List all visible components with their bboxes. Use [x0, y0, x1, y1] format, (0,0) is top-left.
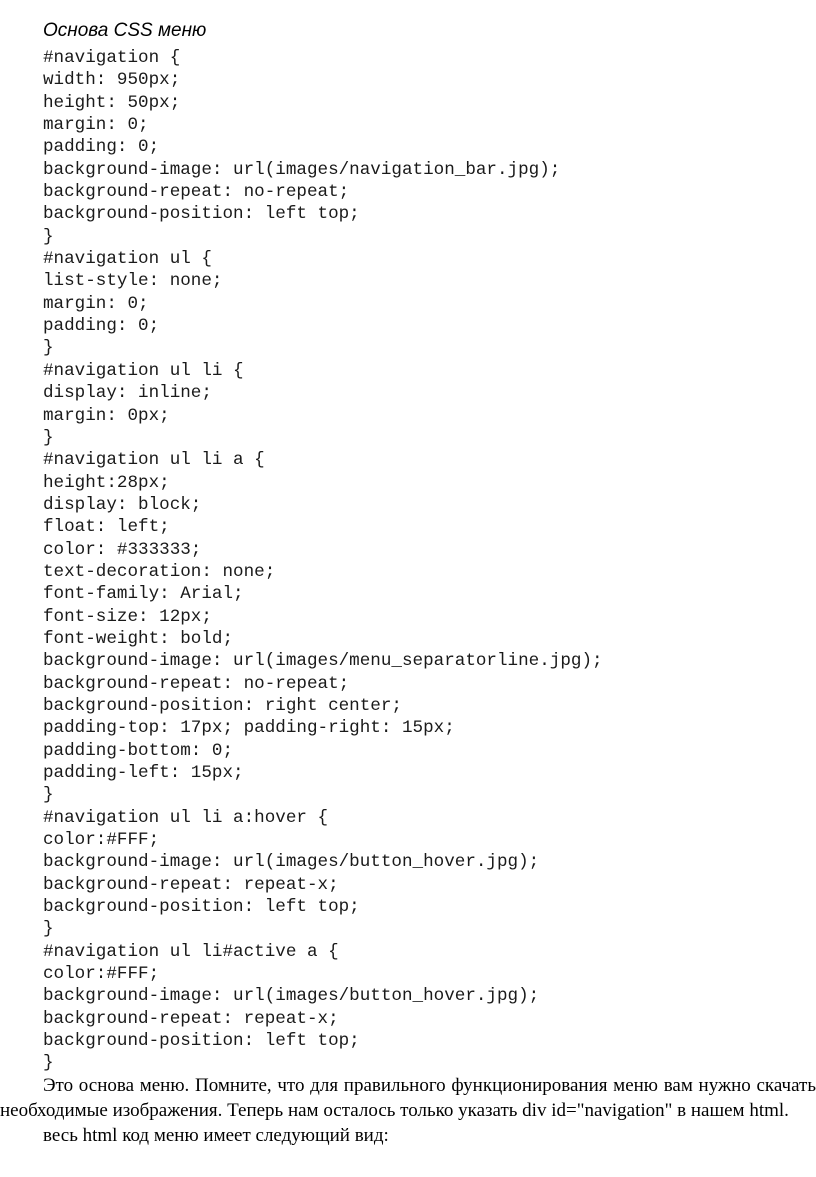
code-line: float: left;: [43, 517, 170, 538]
code-line: background-repeat: repeat-x;: [43, 874, 339, 895]
code-line: #navigation {: [43, 48, 181, 68]
code-line: #navigation ul li#active a {: [43, 941, 339, 962]
code-line: #navigation ul li a {: [43, 450, 265, 471]
code-line: list-style: none;: [43, 271, 223, 292]
section-heading: Основа CSS меню: [43, 20, 207, 41]
code-line: margin: 0px;: [43, 405, 170, 426]
css-code-block: [43, 47, 603, 1075]
code-line: #navigation ul {: [43, 249, 212, 270]
code-line: background-image: url(images/button_hover.jpg);: [43, 986, 540, 1007]
code-line: padding-bottom: 0;: [43, 740, 234, 761]
code-line: }: [43, 919, 54, 940]
code-line: #navigation ul li a:hover {: [43, 807, 329, 828]
code-line: color:#FFF;: [43, 830, 160, 851]
code-line: padding: 0;: [43, 137, 160, 158]
code-line: padding: 0;: [43, 316, 160, 337]
code-line: background-repeat: no-repeat;: [43, 673, 350, 694]
code-line: text-decoration: none;: [43, 561, 276, 582]
code-line: font-size: 12px;: [43, 606, 212, 627]
code-line: background-image: url(images/menu_separatorline.jpg);: [43, 651, 603, 672]
code-line: }: [43, 338, 54, 359]
code-line: padding-top: 17px; padding-right: 15px;: [43, 718, 455, 739]
code-line: }: [43, 1053, 54, 1074]
code-line: display: block;: [43, 494, 202, 515]
code-line: color:#FFF;: [43, 964, 160, 985]
code-line: font-weight: bold;: [43, 628, 234, 649]
code-line: background-position: right center;: [43, 695, 402, 716]
code-line: background-position: left top;: [43, 1031, 360, 1052]
body-text: [0, 1073, 816, 1148]
code-line: background-position: left top;: [43, 204, 360, 225]
code-line: margin: 0;: [43, 115, 149, 136]
code-line: }: [43, 785, 54, 806]
code-line: padding-left: 15px;: [43, 763, 244, 783]
paragraph-menu-basis: Это основа меню. Помните, что для правильного функционирования меню вам нужно скачать необходимые изображения. Теперь нам осталось только указать div id="navigation" в нашем html.: [0, 1075, 816, 1121]
code-line: margin: 0;: [43, 293, 149, 314]
code-line: font-family: Arial;: [43, 584, 244, 605]
code-line: background-repeat: repeat-x;: [43, 1008, 339, 1029]
code-line: display: inline;: [43, 383, 212, 404]
code-line: }: [43, 226, 54, 247]
code-line: height:28px;: [43, 472, 170, 493]
code-line: height: 50px;: [43, 92, 181, 113]
code-line: #navigation ul li {: [43, 360, 244, 381]
code-line: background-position: left top;: [43, 897, 360, 918]
code-line: color: #333333;: [43, 539, 202, 560]
code-line: background-image: url(images/navigation_bar.jpg);: [43, 159, 561, 180]
code-line: background-image: url(images/button_hover.jpg);: [43, 852, 540, 873]
code-line: background-repeat: no-repeat;: [43, 182, 350, 203]
code-line: }: [43, 427, 54, 448]
paragraph-html-intro: весь html код меню имеет следующий вид:: [43, 1125, 389, 1146]
code-line: width: 950px;: [43, 70, 181, 91]
